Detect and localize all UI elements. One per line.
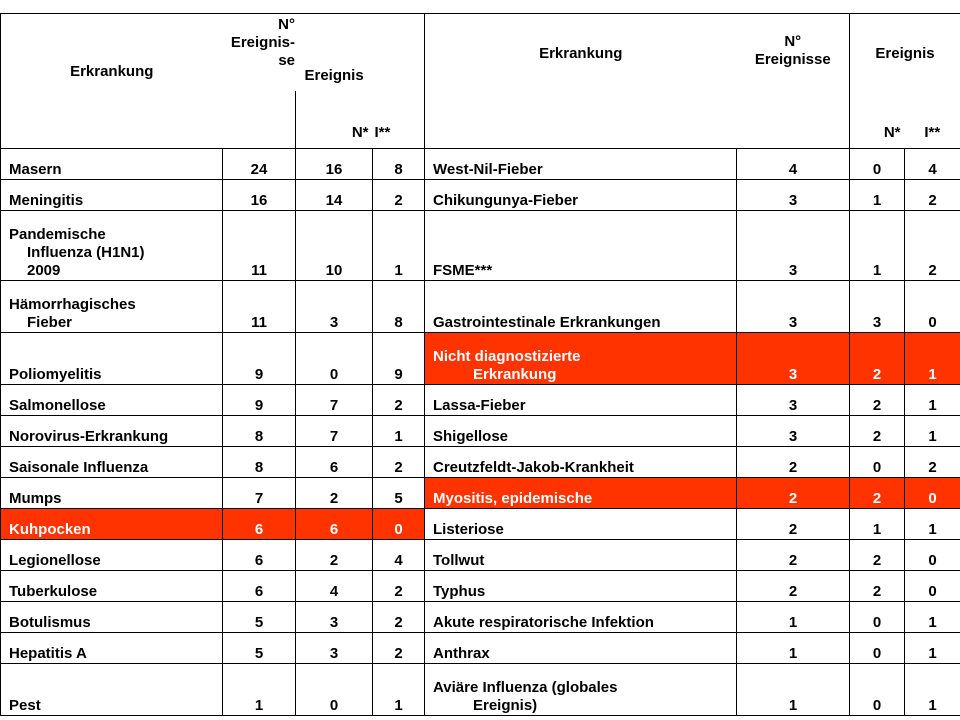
disease-name-r (425, 602, 737, 633)
disease-name-line: Tollwut (433, 552, 485, 569)
events-total-l: 6 (223, 571, 296, 602)
table-row (1, 416, 960, 447)
events-i-l: 8 (373, 149, 425, 180)
disease-name-line: Poliomyelitis (9, 366, 102, 383)
events-i-r: 2 (905, 447, 960, 478)
events-total-l: 5 (223, 602, 296, 633)
disease-events-table (0, 13, 960, 716)
events-i-r: 2 (905, 211, 960, 281)
header-events-count-left-line: Ereignis- (230, 34, 295, 51)
disease-name-line: Meningitis (9, 192, 84, 209)
header-disease-right: Erkrankung (425, 14, 737, 149)
events-i-l: 4 (373, 540, 425, 571)
events-total-r: 2 (737, 540, 850, 571)
events-total-r: 3 (737, 281, 850, 333)
disease-name-r (425, 180, 737, 211)
events-i-l: 2 (373, 180, 425, 211)
disease-name-l (1, 385, 223, 416)
disease-name-r (425, 509, 737, 540)
disease-name-line: Norovirus-Erkrankung (9, 428, 169, 445)
disease-name-r (425, 633, 737, 664)
events-n-r: 3 (850, 281, 905, 333)
events-i-l: 1 (373, 211, 425, 281)
events-total-r: 2 (737, 447, 850, 478)
events-total-r: 1 (737, 633, 850, 664)
events-n-l: 7 (296, 385, 373, 416)
disease-name-l (1, 180, 223, 211)
disease-name-line: Salmonellose (9, 397, 106, 414)
disease-name-line: Anthrax (433, 645, 490, 662)
disease-name-line: Lassa-Fieber (433, 397, 526, 414)
events-n-r: 2 (850, 571, 905, 602)
events-n-l: 6 (296, 447, 373, 478)
events-total-r: 3 (737, 416, 850, 447)
events-total-l: 16 (223, 180, 296, 211)
events-i-r: 1 (905, 333, 960, 385)
events-i-r: 1 (905, 416, 960, 447)
table-row (1, 281, 960, 333)
disease-name-line: Pandemische (9, 226, 106, 243)
events-n-r: 0 (850, 447, 905, 478)
disease-name-line: Erkrankung (473, 366, 557, 383)
events-i-r: 0 (905, 540, 960, 571)
disease-name-line: Masern (9, 161, 62, 178)
events-n-l: 2 (296, 478, 373, 509)
events-n-l: 10 (296, 211, 373, 281)
table-row (1, 478, 960, 509)
events-i-r: 1 (905, 633, 960, 664)
events-i-l: 1 (373, 664, 425, 716)
events-total-r: 3 (737, 180, 850, 211)
events-total-r: 2 (737, 509, 850, 540)
disease-name-l (1, 211, 223, 281)
disease-name-line: Legionellose (9, 552, 101, 569)
events-n-r: 0 (850, 149, 905, 180)
disease-name-line: Influenza (H1N1) (27, 244, 145, 261)
header-events-count-right-line: Ereignisse (754, 51, 831, 68)
events-total-r: 1 (737, 664, 850, 716)
disease-name-line: 2009 (27, 262, 61, 279)
events-i-l: 1 (373, 416, 425, 447)
events-i-r: 1 (905, 664, 960, 716)
events-total-r: 4 (737, 149, 850, 180)
disease-name-line: Shigellose (433, 428, 509, 445)
events-total-r: 2 (737, 571, 850, 602)
table-row (1, 633, 960, 664)
disease-name-r (425, 478, 737, 509)
events-n-r: 0 (850, 633, 905, 664)
events-total-r: 2 (737, 478, 850, 509)
disease-name-line: Listeriose (433, 521, 504, 538)
disease-name-line: Fieber (27, 314, 73, 331)
disease-name-line: Typhus (433, 583, 486, 600)
events-total-r: 3 (737, 333, 850, 385)
table-row (1, 664, 960, 716)
events-i-r: 2 (905, 180, 960, 211)
header-event-left: Ereignis (296, 14, 425, 91)
header-i-left: I** (373, 91, 425, 149)
events-i-r: 0 (905, 571, 960, 602)
disease-name-line: Chikungunya-Fieber (433, 192, 579, 209)
events-total-l: 6 (223, 540, 296, 571)
events-n-r: 1 (850, 509, 905, 540)
header-disease-left: Erkrankung (1, 14, 223, 149)
table-row (1, 149, 960, 180)
events-i-l: 5 (373, 478, 425, 509)
disease-name-l (1, 633, 223, 664)
header-events-count-right (737, 14, 850, 149)
events-total-l: 7 (223, 478, 296, 509)
table-row (1, 180, 960, 211)
disease-name-l (1, 571, 223, 602)
events-total-l: 5 (223, 633, 296, 664)
events-n-r: 0 (850, 602, 905, 633)
header-events-count-left-line: se (278, 52, 295, 69)
events-i-l: 0 (373, 509, 425, 540)
table-row (1, 540, 960, 571)
disease-name-r (425, 540, 737, 571)
header-events-count-left-line: N° (278, 16, 295, 33)
disease-name-l (1, 149, 223, 180)
disease-name-l (1, 333, 223, 385)
events-i-r: 1 (905, 509, 960, 540)
header-n-left: N* (296, 91, 373, 149)
disease-name-r (425, 571, 737, 602)
events-total-l: 1 (223, 664, 296, 716)
events-n-r: 2 (850, 540, 905, 571)
disease-name-line: Nicht diagnostizierte (433, 348, 581, 365)
events-n-l: 16 (296, 149, 373, 180)
disease-name-r (425, 447, 737, 478)
disease-name-line: Kuhpocken (9, 521, 91, 538)
disease-name-l (1, 540, 223, 571)
disease-name-r (425, 211, 737, 281)
disease-name-line: Pest (9, 697, 41, 714)
events-i-l: 2 (373, 447, 425, 478)
disease-name-r (425, 333, 737, 385)
table-row (1, 509, 960, 540)
events-i-r: 0 (905, 478, 960, 509)
events-n-l: 3 (296, 633, 373, 664)
disease-name-line: Aviäre Influenza (globales (433, 679, 618, 696)
events-i-l: 2 (373, 385, 425, 416)
events-n-r: 0 (850, 664, 905, 716)
disease-name-l (1, 664, 223, 716)
disease-name-l (1, 447, 223, 478)
disease-name-line: Myositis, epidemische (433, 490, 593, 507)
events-n-r: 2 (850, 333, 905, 385)
events-n-l: 14 (296, 180, 373, 211)
disease-name-l (1, 281, 223, 333)
events-n-r: 2 (850, 416, 905, 447)
events-total-r: 1 (737, 602, 850, 633)
events-total-l: 8 (223, 416, 296, 447)
disease-name-line: Botulismus (9, 614, 91, 631)
disease-name-r (425, 385, 737, 416)
events-n-r: 2 (850, 478, 905, 509)
table-row (1, 602, 960, 633)
events-i-r: 1 (905, 385, 960, 416)
events-total-l: 6 (223, 509, 296, 540)
events-i-l: 2 (373, 633, 425, 664)
events-total-l: 9 (223, 333, 296, 385)
disease-name-line: Akute respiratorische Infektion (433, 614, 654, 631)
disease-name-l (1, 416, 223, 447)
events-i-r: 4 (905, 149, 960, 180)
events-total-l: 11 (223, 281, 296, 333)
disease-name-line: FSME*** (433, 262, 493, 279)
disease-name-line: West-Nil-Fieber (433, 161, 543, 178)
events-n-l: 2 (296, 540, 373, 571)
disease-name-r (425, 281, 737, 333)
events-total-r: 3 (737, 211, 850, 281)
disease-name-l (1, 509, 223, 540)
table-row (1, 385, 960, 416)
header-i-right: I** (905, 91, 960, 149)
disease-name-line: Tuberkulose (9, 583, 98, 600)
events-n-l: 3 (296, 281, 373, 333)
events-total-r: 3 (737, 385, 850, 416)
disease-name-r (425, 416, 737, 447)
disease-name-l (1, 602, 223, 633)
events-n-l: 3 (296, 602, 373, 633)
events-i-l: 9 (373, 333, 425, 385)
events-total-l: 11 (223, 211, 296, 281)
table-row (1, 211, 960, 281)
header-n-right: N* (850, 91, 905, 149)
events-n-l: 0 (296, 333, 373, 385)
events-i-l: 2 (373, 571, 425, 602)
disease-name-r (425, 664, 737, 716)
header-events-count-left (223, 14, 296, 149)
disease-name-line: Mumps (9, 490, 62, 507)
events-total-l: 9 (223, 385, 296, 416)
disease-name-line: Hämorrhagisches (9, 296, 136, 313)
table-row (1, 447, 960, 478)
events-n-l: 4 (296, 571, 373, 602)
disease-name-line: Gastrointestinale Erkrankungen (433, 314, 661, 331)
table-row (1, 571, 960, 602)
table-row (1, 333, 960, 385)
events-n-l: 0 (296, 664, 373, 716)
events-i-l: 2 (373, 602, 425, 633)
events-total-l: 8 (223, 447, 296, 478)
events-i-r: 0 (905, 281, 960, 333)
events-n-l: 7 (296, 416, 373, 447)
disease-name-line: Creutzfeldt-Jakob-Krankheit (433, 459, 634, 476)
events-n-r: 2 (850, 385, 905, 416)
disease-name-l (1, 478, 223, 509)
header-events-count-right-line: N° (784, 33, 802, 50)
events-n-l: 6 (296, 509, 373, 540)
events-n-r: 1 (850, 211, 905, 281)
events-total-l: 24 (223, 149, 296, 180)
disease-name-r (425, 149, 737, 180)
events-n-r: 1 (850, 180, 905, 211)
events-i-r: 1 (905, 602, 960, 633)
disease-name-line: Ereignis) (473, 697, 538, 714)
header-event-right: Ereignis (850, 14, 960, 91)
disease-name-line: Hepatitis A (9, 645, 87, 662)
disease-name-line: Saisonale Influenza (9, 459, 149, 476)
events-i-l: 8 (373, 281, 425, 333)
